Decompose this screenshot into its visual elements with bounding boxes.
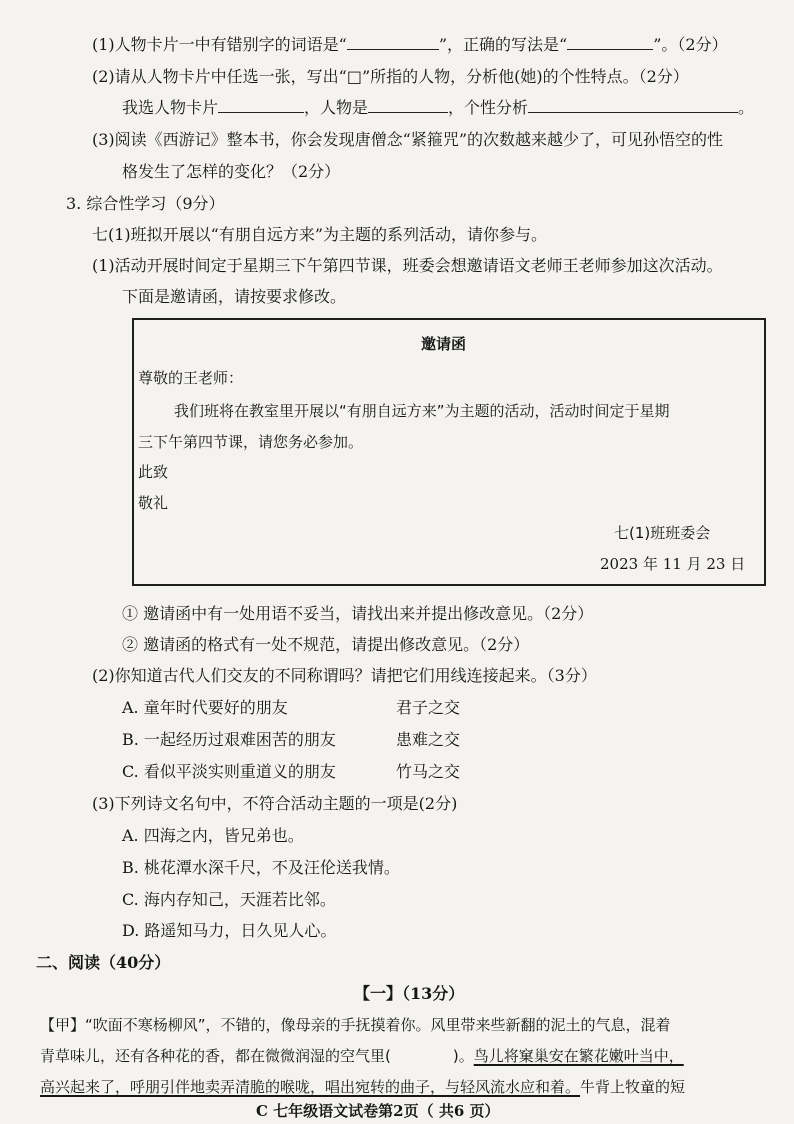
answer-blank[interactable]: [218, 98, 304, 113]
letter-body-line1: 我们班将在教室里开展以“有朋自远方来”为主题的活动，活动时间定于星期: [174, 402, 670, 420]
answer-blank[interactable]: [567, 35, 653, 50]
passage-line3: [40, 1076, 685, 1098]
match-right-3: 竹马之交: [396, 762, 461, 781]
q3-sub1-line1: (1)活动开展时间定于星期三下午第四节课，班委会想邀请语文老师王老师参加这次活动。: [92, 256, 723, 275]
match-right-1: 君子之交: [396, 698, 461, 717]
letter-closing2: 敬礼: [138, 494, 169, 512]
passage-line2-underlined: 鸟儿将窠巢安在繁花嫩叶当中，: [473, 1047, 684, 1065]
letter-title: 邀请函: [421, 335, 467, 353]
passage-line2: [40, 1045, 684, 1067]
q2-sub2-fill-a: 我选人物卡片: [122, 98, 219, 117]
passage-line3-underlined: 高兴起来了，呼朋引伴地卖弄清脆的喉咙，唱出宛转的曲子，与轻风流水应和着。: [40, 1078, 581, 1096]
q2-sub1-text-b: ”，正确的写法是“: [438, 35, 568, 54]
q3-sub1-question-b: ② 邀请函的格式有一处不规范，请提出修改意见。（2分）: [122, 635, 530, 654]
letter-signature: 七(1)班班委会: [614, 524, 711, 542]
option-b: B. 桃花潭水深千尺，不及汪伦送我情。: [122, 858, 400, 877]
match-right-2: 患难之交: [396, 730, 461, 749]
q2-sub2-fill-end: 。: [738, 98, 755, 117]
q2-sub2-fill-b: ，人物是: [304, 98, 369, 117]
answer-blank[interactable]: [528, 98, 738, 113]
q2-sub2-fill: [122, 97, 754, 119]
passage-line2-b: )。: [452, 1047, 474, 1065]
letter-date: 2023 年 11 月 23 日: [600, 555, 746, 573]
q2-sub3-line2: 格发生了怎样的变化？（2分）: [122, 162, 341, 181]
page-footer: C 七年级语文试卷第2页（ 共6 页）: [256, 1102, 500, 1120]
reading-part-title: 【一】（13分）: [354, 984, 465, 1003]
section2-title: 二、阅读（40分）: [36, 953, 171, 972]
match-left-c: C. 看似平淡实则重道义的朋友: [122, 762, 336, 781]
q3-sub3: (3)下列诗文名句中，不符合活动主题的一项是(2分): [92, 794, 458, 813]
option-c: C. 海内存知己，天涯若比邻。: [122, 890, 336, 909]
passage-line2-a: 青草味儿，还有各种花的香，都在微微润湿的空气里(: [40, 1047, 391, 1065]
passage-line1: 【甲】“吹面不寒杨柳风”，不错的，像母亲的手抚摸着你。风里带来些新翻的泥土的气息，混着: [40, 1016, 671, 1034]
option-d: D. 路遥知马力，日久见人心。: [122, 921, 337, 940]
q3-sub2: (2)你知道古代人们交友的不同称谓吗？请把它们用线连接起来。（3分）: [92, 666, 597, 685]
q3-sub1-line2: 下面是邀请函，请按要求修改。: [122, 287, 347, 306]
q2-sub2-fill-c: ，个性分析: [448, 98, 529, 117]
q3-title: 3. 综合性学习（9分）: [66, 194, 225, 213]
match-left-b: B. 一起经历过艰难困苦的朋友: [122, 730, 336, 749]
q3-sub1-question-a: ① 邀请函中有一处用语不妥当，请找出来并提出修改意见。（2分）: [122, 604, 594, 623]
q2-sub1: [92, 34, 728, 56]
q3-intro: 七(1)班拟开展以“有朋自远方来”为主题的系列活动，请你参与。: [92, 225, 548, 244]
q2-sub3-line1: (3)阅读《西游记》整本书，你会发现唐僧念“紧箍咒”的次数越来越少了，可见孙悟空的性: [92, 130, 724, 149]
q2-sub2: (2)请从人物卡片中任选一张，写出“□”所指的人物，分析他(她)的个性特点。（2分）: [92, 67, 689, 86]
passage-line3-rest: 牛背上牧童的短: [580, 1078, 686, 1096]
answer-blank[interactable]: [368, 98, 448, 113]
letter-closing1: 此致: [138, 463, 169, 481]
q2-sub1-text-a: (1)人物卡片一中有错别字的词语是“: [92, 35, 347, 54]
letter-body-line2: 三下午第四节课，请您务必参加。: [138, 433, 364, 451]
answer-blank[interactable]: [347, 35, 439, 50]
option-a: A. 四海之内，皆兄弟也。: [122, 826, 304, 845]
q2-sub1-text-c: ”。（2分）: [653, 35, 728, 54]
match-left-a: A. 童年时代要好的朋友: [122, 698, 288, 717]
letter-salutation: 尊敬的王老师：: [138, 369, 244, 387]
